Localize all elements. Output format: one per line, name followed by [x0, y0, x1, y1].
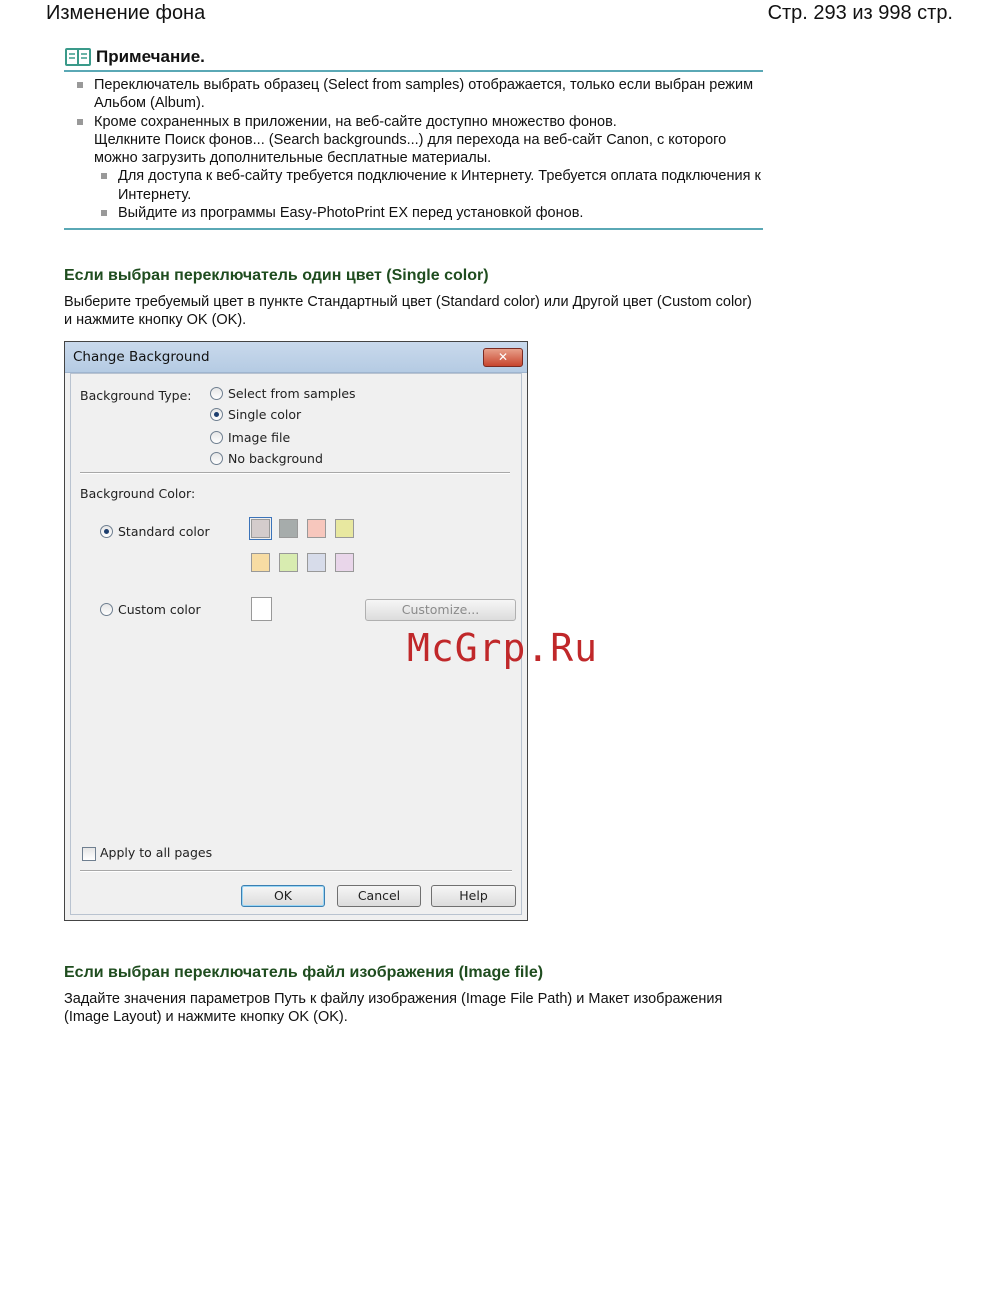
color-swatch[interactable] [251, 519, 270, 538]
background-type-label: Background Type: [80, 388, 192, 403]
radio-label-standard-color[interactable]: Standard color [118, 524, 210, 539]
note-item-continuation: Щелкните Поиск фонов... (Search backgrounds...) для перехода на веб-сайт Canon, с которого можно загрузить дополнительные бесплатные материалы. [94, 131, 727, 167]
radio-custom-color[interactable] [100, 603, 113, 616]
note-body [64, 72, 763, 230]
close-button[interactable]: ✕ [483, 348, 523, 367]
note-subitem: Выйдите из программы Easy-PhotoPrint EX перед установкой фонов. [64, 204, 763, 222]
help-button[interactable]: Help [431, 885, 516, 907]
apply-all-pages-checkbox[interactable] [82, 847, 96, 861]
radio-label-custom-color[interactable]: Custom color [118, 602, 201, 617]
color-swatch[interactable] [307, 553, 326, 572]
note-header [64, 44, 763, 72]
cancel-button[interactable]: Cancel [337, 885, 421, 907]
section-text-single-color: Выберите требуемый цвет в пункте Стандартный цвет (Standard color) или Другой цвет (Custom color) и нажмите кнопку OK (OK). [64, 294, 752, 329]
color-swatch[interactable] [335, 553, 354, 572]
section-text-image-file: Задайте значения параметров Путь к файлу изображения (Image File Path) и Макет изображения (Image Layout) и нажмите кнопку OK (OK). [64, 991, 723, 1026]
section-heading-image-file: Если выбран переключатель файл изображения (Image file) [64, 964, 544, 981]
radio-image-file[interactable] [210, 431, 223, 444]
background-color-label: Background Color: [80, 486, 196, 501]
radio-label-image-file[interactable]: Image file [228, 430, 291, 445]
radio-select-from-samples[interactable] [210, 387, 223, 400]
note-box [64, 44, 763, 230]
separator [80, 870, 512, 872]
page-title: Изменение фона [46, 2, 206, 24]
color-swatch[interactable] [307, 519, 326, 538]
radio-label-single-color[interactable]: Single color [228, 407, 302, 422]
color-swatch[interactable] [279, 553, 298, 572]
color-swatch[interactable] [251, 553, 270, 572]
apply-all-pages-label[interactable]: Apply to all pages [100, 845, 213, 860]
dialog-titlebar [65, 342, 527, 373]
note-item: Кроме сохраненных в приложении, на веб-сайте доступно множество фонов. [64, 113, 763, 131]
note-subitem: Для доступа к веб-сайту требуется подключение к Интернету. Требуется оплата подключения к Интернету. [64, 167, 763, 204]
custom-color-swatch[interactable] [251, 597, 272, 621]
customize-button[interactable]: Customize... [365, 599, 516, 621]
radio-no-background[interactable] [210, 452, 223, 465]
separator [80, 472, 510, 474]
note-item: Переключатель выбрать образец (Select from samples) отображается, только если выбран режим Альбом (Album). [64, 76, 763, 113]
radio-label-no-background[interactable]: No background [228, 451, 323, 466]
note-book-icon [64, 46, 92, 68]
section-heading-single-color: Если выбран переключатель один цвет (Single color) [64, 267, 489, 284]
note-title: Примечание. [96, 47, 205, 66]
color-swatch[interactable] [279, 519, 298, 538]
watermark: McGrp.Ru [407, 626, 599, 670]
radio-standard-color[interactable] [100, 525, 113, 538]
color-swatch[interactable] [335, 519, 354, 538]
dialog-title: Change Background [73, 349, 210, 365]
radio-label-select-from-samples[interactable]: Select from samples [228, 386, 356, 401]
radio-single-color[interactable] [210, 408, 223, 421]
page-number: Стр. 293 из 998 стр. [767, 2, 953, 24]
ok-button[interactable]: OK [241, 885, 325, 907]
